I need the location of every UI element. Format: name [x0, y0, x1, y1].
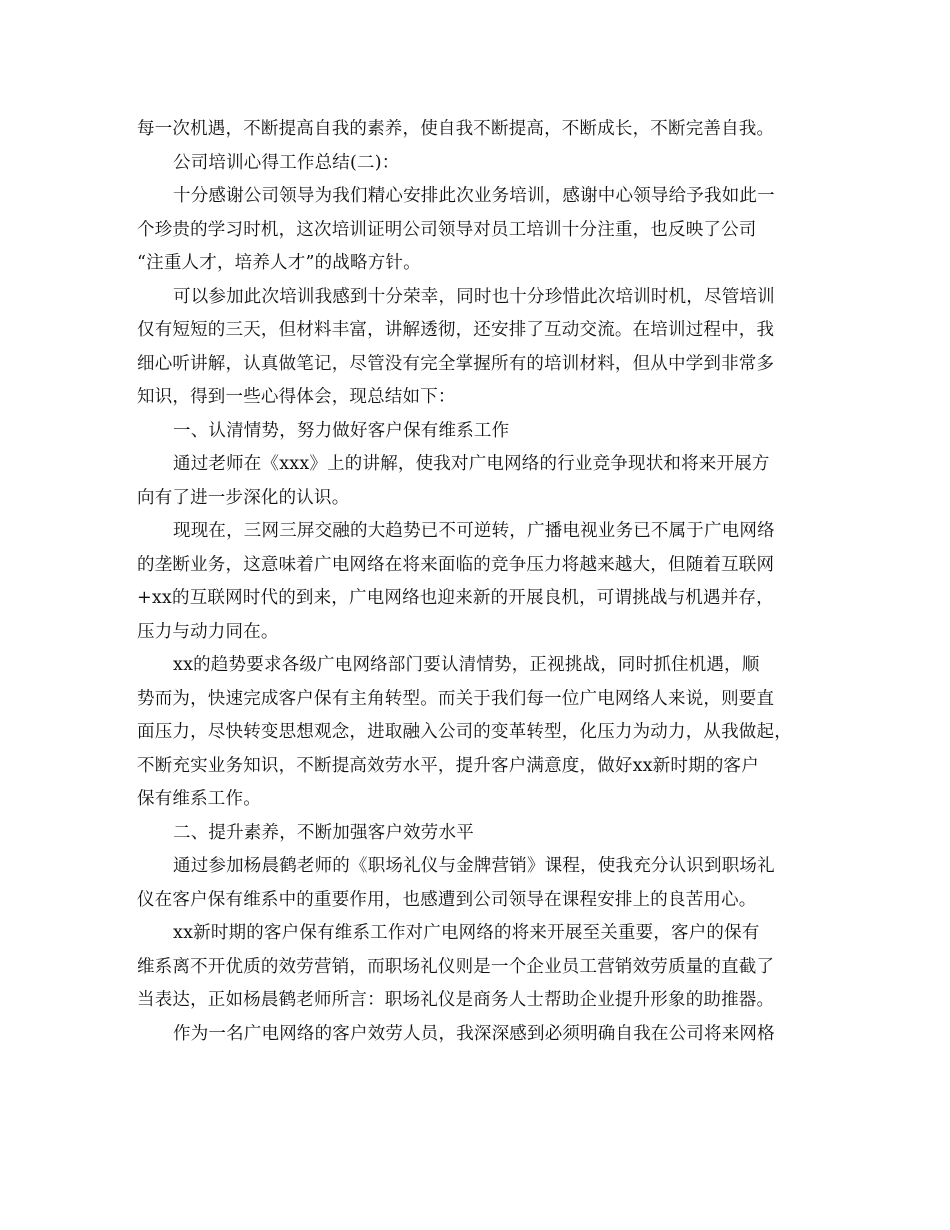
- text-line: 可以参加此次培训我感到十分荣幸，同时也十分珍惜此次培训时机，尽管培训: [173, 286, 775, 307]
- text-line: 压力与动力同在。: [137, 621, 279, 642]
- text-line: xx新时期的客户保有维系工作对广电网络的将来开展至关重要，客户的保有: [173, 923, 760, 943]
- text-line: 当表达，正如杨晨鹤老师所言：职场礼仪是商务人士帮助企业提升形象的助推器。: [137, 990, 775, 1010]
- text-line: 的垄断业务，这意味着广电网络在将来面临的竞争压力将越来越大，但随着互联网: [137, 554, 775, 575]
- text-line: 保有维系工作。: [137, 789, 261, 809]
- text-line: +xx的互联网时代的到来，广电网络也迎来新的开展良机，可谓挑战与机遇并存，: [137, 588, 774, 608]
- text-line: 细心听讲解，认真做笔记，尽管没有完全掌握所有的培训材料，但从中学到非常多: [137, 353, 775, 374]
- text-line: 通过参加杨晨鹤老师的《职场礼仪与金牌营销》课程，使我充分认识到职场礼: [173, 856, 775, 876]
- text-line: 面压力，尽快转变思想观念，进取融入公司的变革转型，化压力为动力，从我做起，: [137, 722, 792, 742]
- text-line: 向有了进一步深化的认识。: [137, 487, 350, 508]
- text-line: 现现在，三网三屏交融的大趋势已不可逆转，广播电视业务已不属于广电网络: [173, 521, 775, 541]
- text-line: 不断充实业务知识，不断提高效劳水平，提升客户满意度，做好xx新时期的客户: [137, 755, 759, 776]
- text-line: 通过老师在《xxx》上的讲解，使我对广电网络的行业竞争现状和将来开展方: [173, 454, 770, 474]
- text-line: xx的趋势要求各级广电网络部门要认清情势，正视挑战，同时抓住机遇，顺: [173, 655, 760, 675]
- text-line: 每一次机遇，不断提高自我的素养，使自我不断提高，不断成长，不断完善自我。: [137, 119, 775, 139]
- text-line: 个珍贵的学习时机，这次培训证明公司领导对员工培训十分注重，也反映了公司: [137, 219, 757, 240]
- document-body: [137, 113, 821, 1051]
- text-line: “注重人才，培养人才”的战略方针。: [137, 253, 421, 273]
- section-title: 公司培训心得工作总结(二)：: [173, 152, 400, 173]
- text-line: 仅有短短的三天，但材料丰富，讲解透彻，还安排了互动交流。在培训过程中，我: [137, 320, 775, 340]
- section-heading: 一、认清情势，努力做好客户保有维系工作: [173, 420, 510, 441]
- text-line: 作为一名广电网络的客户效劳人员，我深深感到必须明确自我在公司将来网格: [173, 1023, 775, 1044]
- text-line: 维系离不开优质的效劳营销，而职场礼仪则是一个企业员工营销效劳质量的直截了: [137, 956, 775, 977]
- text-line: 知识，得到一些心得体会，现总结如下：: [137, 387, 456, 407]
- text-line: 仪在客户保有维系中的重要作用，也感遭到公司领导在课程安排上的良苦用心。: [137, 889, 757, 910]
- text-line: 十分感谢公司领导为我们精心安排此次业务培训，感谢中心领导给予我如此一: [173, 186, 775, 206]
- section-heading: 二、提升素养，不断加强客户效劳水平: [173, 822, 474, 843]
- text-line: 势而为，快速完成客户保有主角转型。而关于我们每一位广电网络人来说，则要直: [137, 688, 775, 709]
